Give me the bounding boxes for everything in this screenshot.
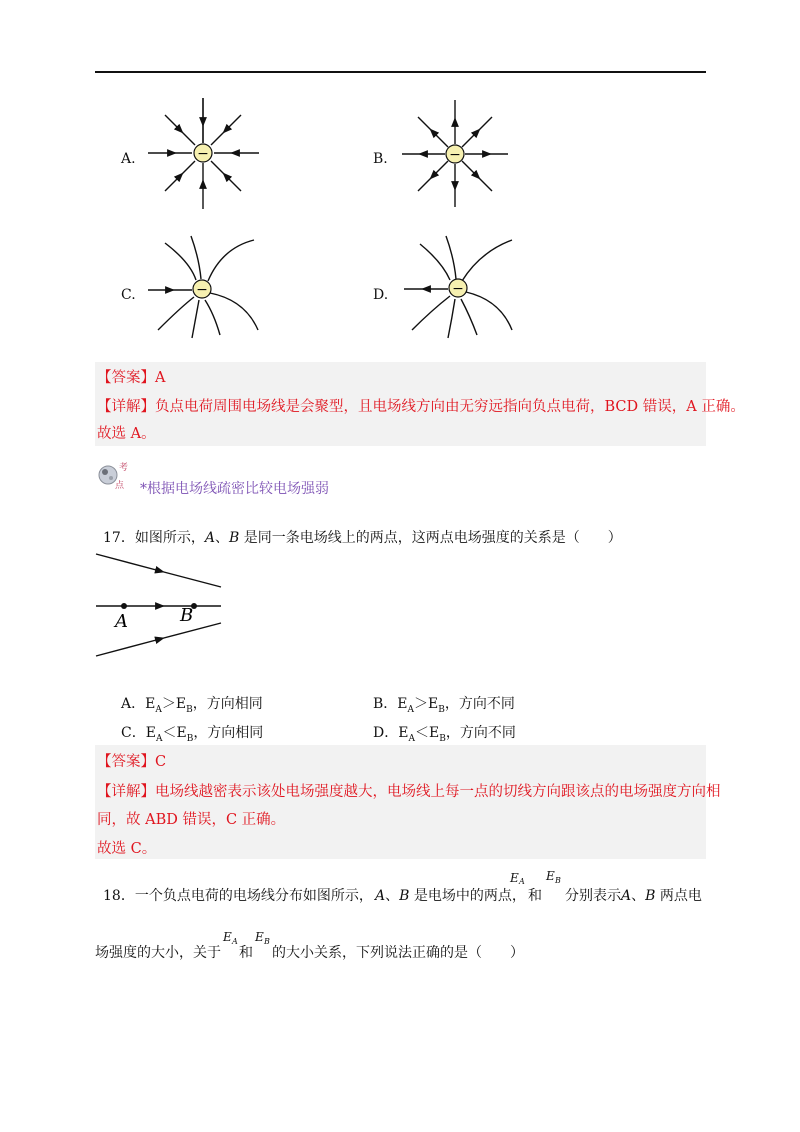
q16-answer: 【答案】A [97,370,166,386]
q16-answer-box [95,362,745,446]
q17-field-line-figure [90,550,230,665]
svg-text:点: 点 [115,481,125,491]
q16-detail-line2: 故选 A。 [97,426,156,442]
q17-stem: 17．如图所示，A、B 是同一条电场线上的两点，这两点电场强度的关系是（ ） [103,530,622,546]
point-b-label: B [180,605,194,626]
q17-answer: 【答案】C [97,754,167,770]
q18-stem-line2: 场强度的大小，关于 E A 和 E B 的大小关系，下列说法正确的是（ ） [95,930,524,961]
q17-option-b[interactable]: B．$E_A>E_B$，方向不同 [373,696,515,715]
q17-detail-line1: 【详解】电场线越密表示该处电场强度越大，电场线上每一点的切线方向跟该点的电场强度方向相 [97,784,721,800]
q17-option-c[interactable]: C．$E_A<E_B$，方向相同 [121,725,264,744]
point-a-label: A [115,611,128,632]
q18-stem-line1: 18．一个负点电荷的电场线分布如图所示， A、B 是电场中的两点， E A 和 E B 分别表示A、B 两点电 [103,869,702,904]
svg-text:考: 考 [119,463,129,473]
charge-c: − [196,282,208,298]
option-d-label[interactable]: D. [373,287,389,303]
q17-detail-line3: 故选 C。 [97,841,157,857]
q17-option-d[interactable]: D．$E_A<E_B$，方向不同 [373,725,516,744]
charge-d: − [452,281,464,297]
kaodian-text[interactable]: *根据电场线疏密比较电场强弱 [140,481,329,497]
q17-option-a[interactable]: A．$E_A>E_B$，方向相同 [121,696,263,715]
option-b-label[interactable]: B. [373,151,388,167]
q17-detail-line2: 同，故 ABD 错误，C 正确。 [97,812,286,828]
kaodian-icon [95,457,135,493]
option-c-label[interactable]: C. [121,287,136,303]
option-a-label[interactable]: A. [121,151,136,167]
q16-field-figures [0,0,800,360]
q17-answer-box [95,745,721,859]
charge-b: − [449,147,461,163]
kaodian-badge [95,457,135,493]
q16-detail-line1: 【详解】负点电荷周围电场线是会聚型，且电场线方向由无穷远指向负点电荷，BCD 错误，A 正确。 [97,399,745,415]
point-a [121,603,127,609]
charge-a: − [197,146,209,162]
